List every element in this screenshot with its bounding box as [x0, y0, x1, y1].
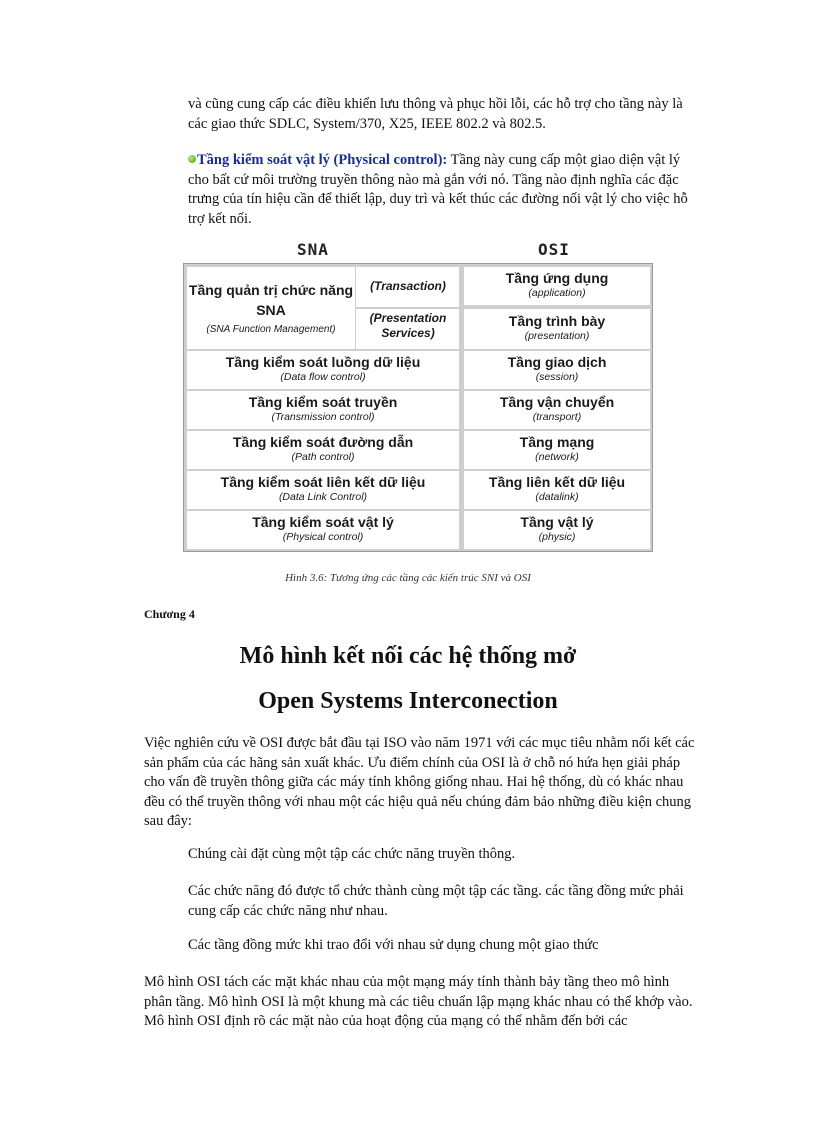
sna-row-title: Tầng kiểm soát đường dẫn: [232, 434, 414, 450]
sna-function-management-subtitle: (SNA Function Management): [206, 324, 336, 335]
osi-row-subtitle: (session): [535, 371, 579, 383]
osi-row-subtitle: (network): [535, 451, 579, 463]
paragraph-osi-model: Mô hình OSI tách các mặt khác nhau của một mạng máy tính thành bảy tầng theo mô hình phân tầng. Mô hình OSI là một khung mà các tiêu chuẩn lập mạng khác nhau có thể khớp vào. Mô hình OSI định rõ các mặt nào của hoạt động của mạng có thể nhằm đến bởi các: [144, 974, 693, 1029]
chapter-label: Chương 4: [144, 607, 195, 621]
chapter-title-english: Open Systems Interconection: [258, 688, 558, 714]
sna-presentation-services-cell: [355, 307, 460, 349]
sna-row: [187, 391, 459, 429]
osi-row: [464, 431, 650, 469]
osi-row-title: Tầng mạng: [519, 434, 595, 450]
osi-row-title: Tầng vận chuyển: [499, 394, 615, 410]
osi-row-title: Tầng ứng dụng: [505, 270, 609, 286]
osi-row: [464, 351, 650, 389]
sna-row-title: Tầng kiểm soát truyền: [248, 394, 398, 410]
sna-row: [187, 471, 459, 509]
osi-row-subtitle: (transport): [532, 411, 582, 423]
osi-row-title: Tầng trình bày: [508, 313, 606, 329]
osi-row: [464, 309, 650, 349]
osi-row-subtitle: (datalink): [535, 491, 579, 503]
sna-function-management-title: Tầng quản trị chức năng SNA: [188, 282, 354, 318]
sna-row-subtitle: (Data flow control): [280, 371, 366, 383]
paragraph-osi-intro: Việc nghiên cứu về OSI được bắt đầu tại ISO vào năm 1971 với các mục tiêu nhằm nối kết các sản phẩm của các hãng sản xuất khác. Ưu điểm chính của OSI là ở chỗ nó hứa hẹn giải pháp cho vấn đề truyền thông giữa các máy tính không giống nhau. Hai hệ thống, dù có khác nhau đều có thể truyền thông với nhau một các hiệu quả nếu chúng đảm bảo những điều kiện chung sau đây:: [144, 735, 695, 829]
osi-row: [464, 267, 650, 305]
sna-row: [187, 431, 459, 469]
sna-row-title: Tầng kiểm soát luồng dữ liệu: [225, 354, 421, 370]
sna-row-title: Tầng kiểm soát liên kết dữ liệu: [220, 474, 426, 490]
sna-function-management-block: [187, 267, 355, 349]
sna-row-subtitle: (Transmission control): [271, 411, 375, 423]
sna-row-subtitle: (Path control): [291, 451, 355, 463]
sna-transaction-cell: [355, 267, 460, 309]
osi-row-title: Tầng liên kết dữ liệu: [488, 474, 626, 490]
figure-caption: Hình 3.6: Tương ứng các tầng các kiến trúc SNI và OSI: [285, 572, 531, 584]
chapter-title-vietnamese: Mô hình kết nối các hệ thống mở: [239, 643, 577, 669]
paragraph-flow-control: và cũng cung cấp các điều khiển lưu thông và phục hồi lỗi, các hỗ trợ cho tầng này là các giao thức SDLC, System/370, X25, IEEE 802.2 và 802.5.: [188, 96, 683, 132]
condition-item: Các tầng đồng mức khi trao đổi với nhau sử dụng chung một giao thức: [188, 937, 599, 953]
sna-column-header: SNA: [297, 240, 329, 259]
osi-row: [464, 471, 650, 509]
sna-row: [187, 511, 459, 549]
osi-row-title: Tầng vật lý: [520, 514, 594, 530]
osi-row-subtitle: (presentation): [524, 330, 590, 342]
sna-row-title: Tầng kiểm soát vật lý: [252, 514, 394, 530]
sna-osi-comparison-table: [183, 263, 653, 552]
physical-control-body: Tầng này cung cấp một giao diện vật lý cho bất cứ môi trường truyền thông nào mà gắn với nó. Tầng nào định nghĩa các đặc trưng của tín hiệu cần để thiết lập, duy trì và kết thúc các đường nối vật lý cho việc hỗ trợ kết nối.: [188, 152, 688, 227]
osi-row: [464, 391, 650, 429]
osi-row-subtitle: (application): [528, 287, 586, 299]
condition-item: Các chức năng đó được tổ chức thành cùng một tập các tầng. các tầng đồng mức phải cung cấp các chức năng như nhau.: [188, 883, 684, 919]
sna-presentation-services-label: (Presentation Services): [369, 311, 447, 340]
condition-item: Chúng cài đặt cùng một tập các chức năng truyền thông.: [188, 846, 516, 862]
sna-row-subtitle: (Physical control): [282, 531, 364, 543]
sna-transaction-label: (Transaction): [370, 279, 446, 293]
physical-control-heading: Tầng kiểm soát vật lý (Physical control):: [197, 152, 448, 168]
sna-row-subtitle: (Data Link Control): [278, 491, 368, 503]
osi-row-title: Tầng giao dịch: [507, 354, 607, 370]
osi-column-header: OSI: [538, 240, 570, 259]
osi-row-subtitle: (physic): [538, 531, 576, 543]
green-bullet-icon: [188, 155, 196, 163]
paragraph-physical-control: [188, 151, 703, 229]
osi-row: [464, 511, 650, 549]
sna-row: [187, 351, 459, 389]
sna-function-management-cell: [187, 267, 459, 349]
